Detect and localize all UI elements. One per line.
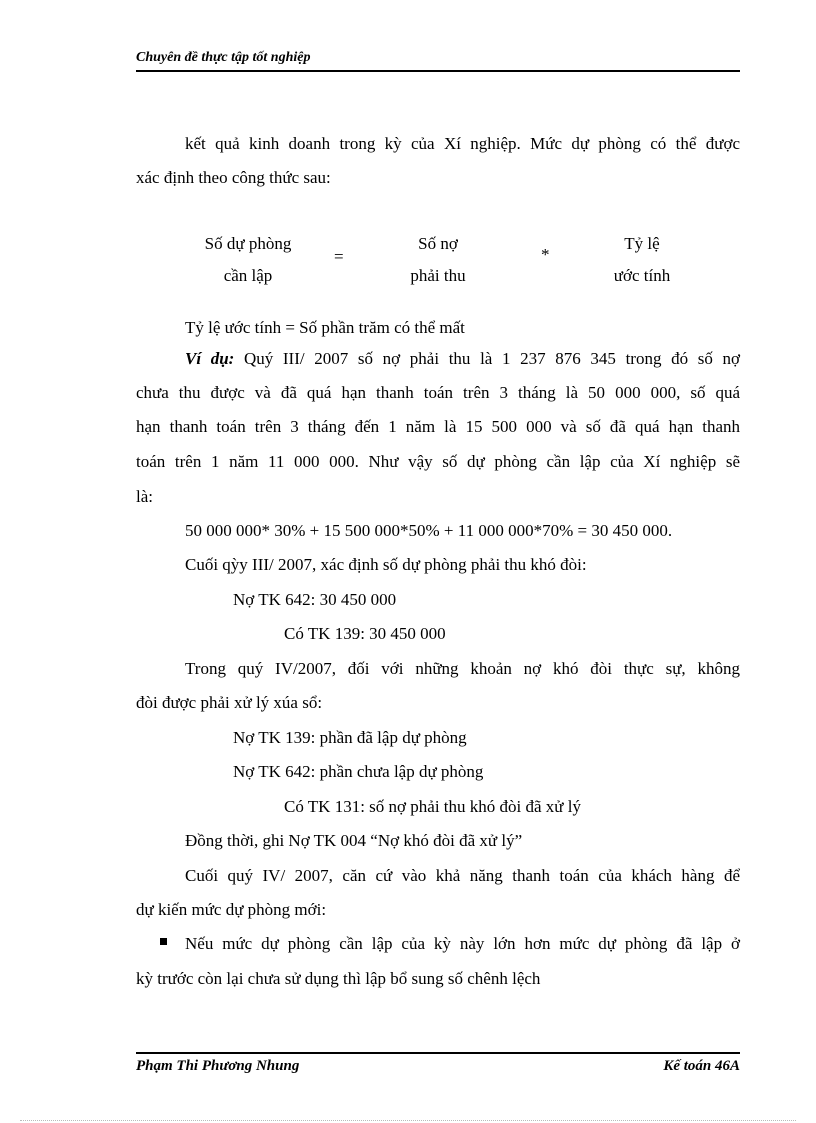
rate-definition: Tỷ lệ ước tính = Số phần trăm có thể mất (185, 318, 465, 337)
example-line: toán trên 1 năm 11 000 000. Như vậy số dự phòng cần lập của Xí nghiệp sẽ (136, 452, 740, 471)
formula (0, 228, 816, 292)
formula-left-line2: cần lập (223, 266, 273, 285)
footer-author: Phạm Thi Phương Nhung (136, 1058, 300, 1074)
page-footer (136, 1052, 740, 1074)
footer-class: Kế toán 46A (663, 1058, 740, 1074)
bullet-square-icon (160, 938, 167, 945)
simultaneous-entry: Đồng thời, ghi Nợ TK 004 “Nợ khó đòi đã xử lý” (185, 831, 523, 850)
paragraph-line: kết quả kinh doanh trong kỳ của Xí nghiệp. Mức dự phòng có thể được (185, 134, 740, 153)
q3-debit-entry: Nợ TK 642: 30 450 000 (233, 590, 397, 609)
end-q4-line: dự kiến mức dự phòng mới: (136, 900, 327, 919)
example-line: là: (136, 487, 153, 506)
formula-equals-sign: = (334, 247, 344, 266)
formula-middle-line1: Số nợ (418, 234, 458, 253)
formula-multiply-sign: * (541, 245, 550, 264)
q4-intro-line: Trong quý IV/2007, đối với những khoản nợ khó đòi thực sự, không (185, 659, 740, 678)
example-label: Ví dụ: (185, 349, 235, 368)
example-line: hạn thanh toán trên 3 tháng đến 1 năm là 15 500 000 và số đã quá hạn thanh (136, 417, 740, 436)
formula-right-line2: ước tính (613, 266, 671, 285)
q3-entry-intro: Cuối qỳy III/ 2007, xác định số dự phòng phải thu khó đòi: (185, 555, 587, 574)
example-line: chưa thu được và đã quá hạn thanh toán trên 3 tháng là 50 000 000, số quá (136, 383, 740, 402)
formula-left-term (188, 228, 308, 292)
q4-debit-entry: Nợ TK 642: phần chưa lập dự phòng (233, 762, 484, 781)
formula-middle-term (386, 228, 490, 292)
page-bottom-edge (20, 1120, 796, 1121)
q4-debit-entry: Nợ TK 139: phần đã lập dự phòng (233, 728, 467, 747)
example-text: Quý III/ 2007 số nợ phải thu là 1 237 876 345 trong đó số nợ (234, 349, 740, 368)
end-q4-line: Cuối quý IV/ 2007, căn cứ vào khả năng thanh toán của khách hàng để (185, 866, 740, 885)
paragraph-line: xác định theo công thức sau: (136, 168, 331, 187)
formula-right-term (596, 228, 688, 292)
header-title: Chuyên đề thực tập tốt nghiệp (136, 50, 311, 65)
q3-credit-entry: Có TK 139: 30 450 000 (284, 624, 446, 643)
bullet-item-line: kỳ trước còn lại chưa sử dụng thì lập bổ sung số chênh lệch (136, 969, 541, 988)
q4-credit-entry: Có TK 131: số nợ phải thu khó đòi đã xử lý (284, 797, 581, 816)
formula-middle-line2: phải thu (410, 266, 466, 285)
example-line (185, 342, 740, 376)
page-header (136, 50, 740, 72)
q4-intro-line: đòi được phải xử lý xúa sổ: (136, 693, 323, 712)
formula-right-line1: Tỷ lệ (624, 234, 660, 253)
formula-left-line1: Số dự phòng (204, 234, 292, 253)
bullet-item-line: Nếu mức dự phòng cần lập của kỳ này lớn hơn mức dự phòng đã lập ở (185, 934, 740, 953)
calculation-line: 50 000 000* 30% + 15 500 000*50% + 11 000 000*70% = 30 450 000. (185, 521, 673, 540)
